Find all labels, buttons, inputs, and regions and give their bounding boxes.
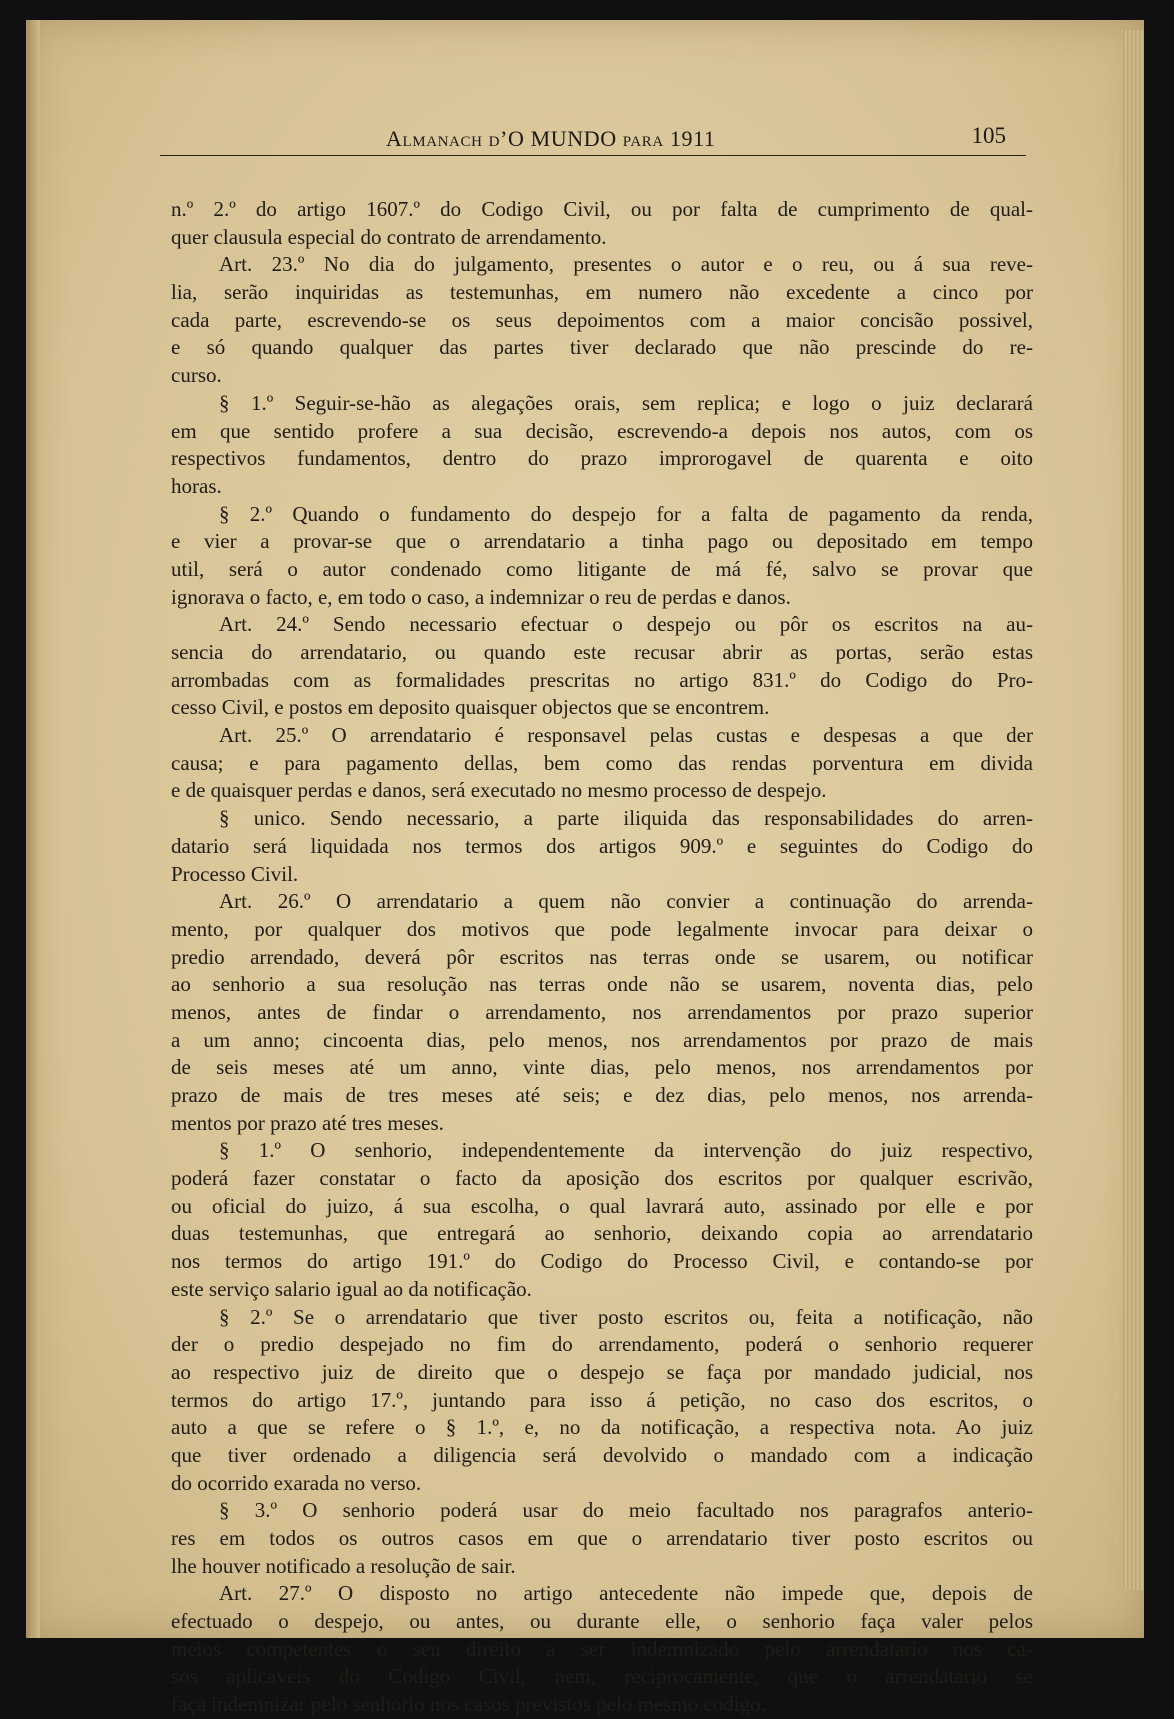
paragraph <box>171 722 1033 805</box>
text-line: de seis meses até um anno, vinte dias, pelo menos, nos arrendamentos por <box>171 1055 1033 1080</box>
header-rule <box>160 155 1026 156</box>
text-line: § 3.º O senhorio poderá usar do meio facultado nos paragrafos anterio- <box>219 1498 1033 1523</box>
text-line: lhe houver notificado a resolução de sair. <box>171 1553 516 1578</box>
body-text <box>171 196 1033 1719</box>
text-line: Art. 25.º O arrendatario é responsavel pelas custas e despesas a que der <box>219 723 1033 748</box>
paragraph <box>171 390 1033 501</box>
text-line: e vier a provar-se que o arrendatario a tinha pago ou depositado em tempo <box>171 529 1033 554</box>
text-line: sos aplicaveis do Codigo Civil, nem, reciprocamente, que o arrendatario se <box>171 1664 1033 1689</box>
text-line: sencia do arrendatario, ou quando este recusar abrir as portas, serão estas <box>171 640 1033 664</box>
text-line: e só quando qualquer das partes tiver declarado que não prescinde do re- <box>171 335 1033 360</box>
running-head <box>160 110 1026 156</box>
text-line: lia, serão inquiridas as testemunhas, em numero não excedente a cinco por <box>171 280 1033 305</box>
text-line: ao senhorio a sua resolução nas terras onde não se usarem, noventa dias, pelo <box>171 972 1033 997</box>
text-line: Processo Civil. <box>171 861 299 886</box>
text-line: a um anno; cincoenta dias, pelo menos, nos arrendamentos por prazo de mais <box>171 1027 1033 1052</box>
text-line: arrombadas com as formalidades prescritas no artigo 831.º do Codigo do Pro- <box>171 667 1033 692</box>
text-line: curso. <box>171 363 222 388</box>
text-line: faça indemnizar pelo senhorio nos casos previstos pelo mesmo codigo. <box>171 1692 766 1717</box>
text-line: predio arrendado, deverá pôr escritos nas terras onde se usarem, ou notificar <box>171 944 1033 969</box>
text-line: ao respectivo juiz de direito que o despejo se faça por mandado judicial, nos <box>171 1359 1033 1384</box>
text-line: efectuado o despejo, ou antes, ou durante elle, o senhorio faça valer pelos <box>171 1609 1033 1634</box>
text-line: duas testemunhas, que entregará ao senhorio, deixando copia ao arrendatario <box>171 1221 1033 1246</box>
text-line: poderá fazer constatar o facto da aposição dos escritos por qualquer escrivão, <box>171 1166 1033 1191</box>
text-line: prazo de mais de tres meses até seis; e dez dias, pelo menos, nos arrenda- <box>171 1083 1033 1107</box>
page-edges <box>1122 30 1144 1590</box>
page-gutter-shadow <box>26 20 40 1638</box>
text-line: § unico. Sendo necessario, a parte iliquida das responsabilidades do arren- <box>219 806 1033 831</box>
text-line: Art. 23.º No dia do julgamento, presentes o autor e o reu, ou á sua reve- <box>219 252 1033 277</box>
text-line: cesso Civil, e postos em deposito quaisquer objectos que se encontrem. <box>171 695 770 720</box>
text-line: este serviço salario igual ao da notificação. <box>171 1276 532 1301</box>
text-line: nos termos do artigo 191.º do Codigo do Processo Civil, e contando-se por <box>171 1249 1033 1274</box>
text-line: § 2.º Quando o fundamento do despejo for a falta de pagamento da renda, <box>219 501 1033 526</box>
text-line: mento, por qualquer dos motivos que pode legalmente invocar para deixar o <box>171 916 1033 941</box>
paragraph <box>171 888 1033 1137</box>
paragraph <box>171 805 1033 888</box>
text-line: e de quaisquer perdas e danos, será executado no mesmo processo de despejo. <box>171 778 827 803</box>
text-line: der o predio despejado no fim do arrendamento, poderá o senhorio requerer <box>171 1332 1033 1357</box>
paragraph <box>171 1304 1033 1498</box>
text-line: util, será o autor condenado como litigante de má fé, salvo se provar que <box>171 556 1033 581</box>
text-line: Art. 26.º O arrendatario a quem não convier a continuação do arrenda- <box>219 889 1033 914</box>
text-line: n.º 2.º do artigo 1607.º do Codigo Civil, ou por falta de cumprimento de qual- <box>171 197 1033 221</box>
text-line: § 1.º Seguir-se-hão as alegações orais, sem replica; e logo o juiz declarará <box>219 390 1033 415</box>
paragraph <box>171 196 1033 251</box>
text-line: datario será liquidada nos termos dos artigos 909.º e seguintes do Codigo do <box>171 833 1033 858</box>
paragraph <box>171 251 1033 389</box>
paragraph <box>171 1137 1033 1303</box>
paragraph <box>171 611 1033 722</box>
text-line: auto a que se refere o § 1.º, e, no da notificação, a respectiva nota. Ao juiz <box>171 1415 1033 1440</box>
page-number: 105 <box>971 123 1006 148</box>
text-line: que tiver ordenado a diligencia será devolvido o mandado com a indicação <box>171 1442 1033 1467</box>
text-line: § 2.º Se o arrendatario que tiver posto escritos ou, feita a notificação, não <box>219 1304 1033 1329</box>
text-line: horas. <box>171 473 222 498</box>
text-line: cada parte, escrevendo-se os seus depoimentos com a maior concisão possivel, <box>171 307 1033 332</box>
text-line: meios competentes o seu direito a ser indemnizado pelo arrendatario nos ca- <box>171 1636 1033 1661</box>
text-line: § 1.º O senhorio, independentemente da intervenção do juiz respectivo, <box>219 1138 1033 1163</box>
text-line: Art. 24.º Sendo necessario efectuar o despejo ou pôr os escritos na au- <box>219 612 1033 637</box>
text-line: menos, antes de findar o arrendamento, nos arrendamentos por prazo superior <box>171 999 1033 1024</box>
text-line: ou oficial do juizo, á sua escolha, o qual lavrará auto, assinado por elle e por <box>171 1193 1033 1218</box>
paragraph <box>171 1497 1033 1580</box>
text-line: mentos por prazo até tres meses. <box>171 1110 444 1135</box>
text-line: Art. 27.º O disposto no artigo antecedente não impede que, depois de <box>219 1581 1033 1606</box>
paragraph <box>171 1580 1033 1718</box>
text-line: quer clausula especial do contrato de arrendamento. <box>171 224 607 249</box>
text-line: ignorava o facto, e, em todo o caso, a indemnizar o reu de perdas e danos. <box>171 584 791 609</box>
text-line: em que sentido profere a sua decisão, escrevendo-a depois nos autos, com os <box>171 418 1033 443</box>
text-line: res em todos os outros casos em que o arrendatario tiver posto escritos ou <box>171 1526 1033 1550</box>
text-line: do ocorrido exarada no verso. <box>171 1470 422 1495</box>
book-page <box>26 20 1144 1717</box>
running-title: Almanach d’O MUNDO para 1911 <box>386 126 716 151</box>
paragraph <box>171 501 1033 612</box>
text-line: termos do artigo 17.º, juntando para isso á petição, no caso dos escritos, o <box>171 1387 1033 1412</box>
text-line: respectivos fundamentos, dentro do prazo improrogavel de quarenta e oito <box>171 446 1033 471</box>
text-line: causa; e para pagamento dellas, bem como das rendas porventura em divida <box>171 750 1033 775</box>
